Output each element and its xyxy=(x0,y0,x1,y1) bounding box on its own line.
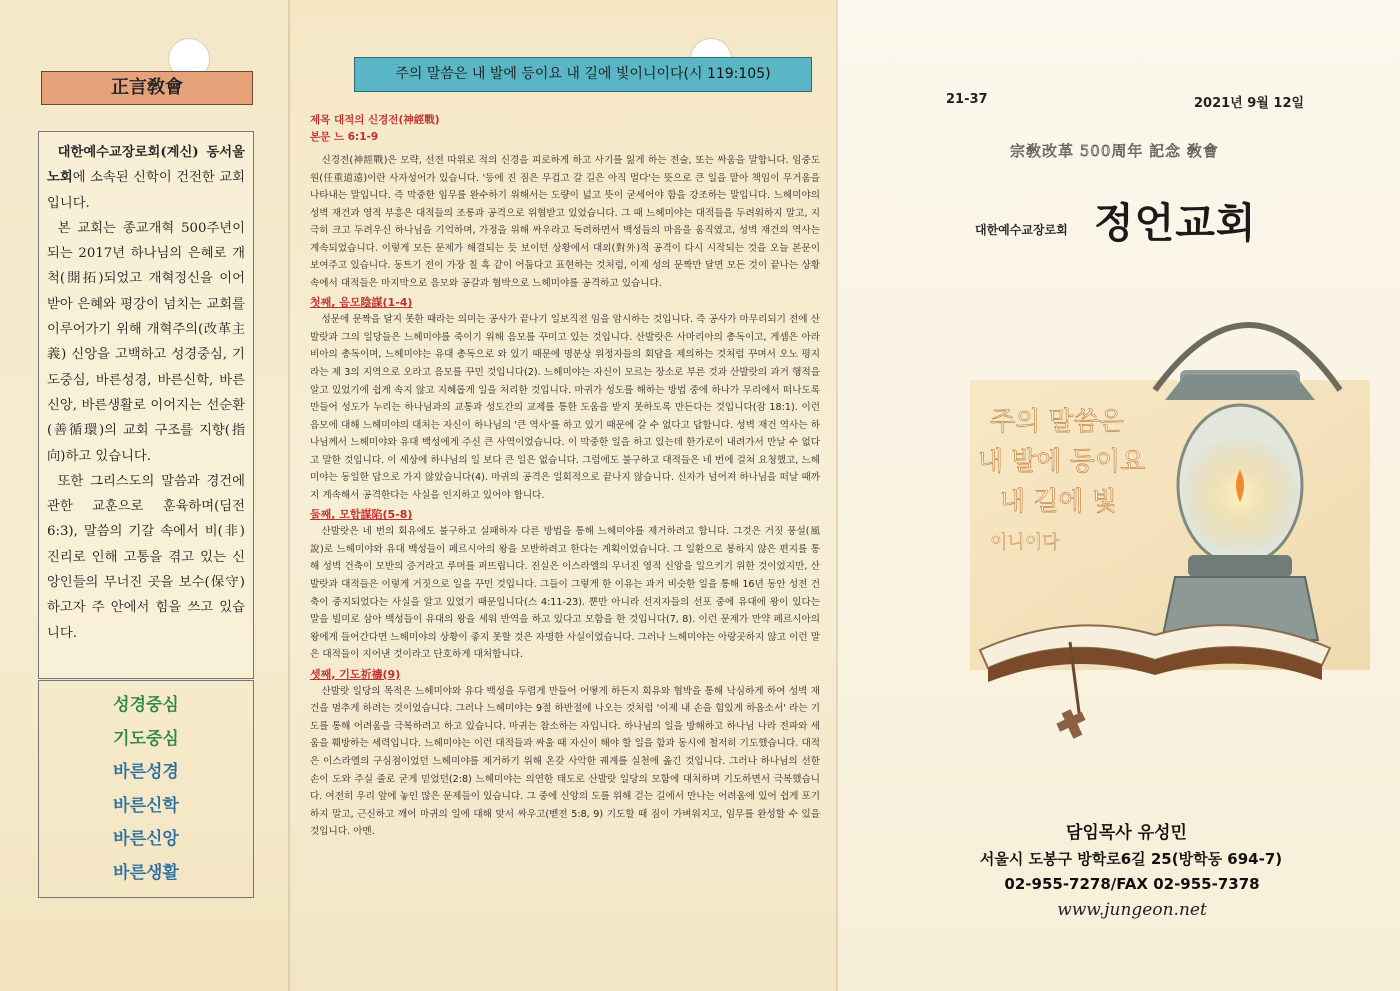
core-value: 바른신학 xyxy=(113,795,179,816)
intro-lead-rest: 에 소속된 신학이 건전한 교회입니다. xyxy=(47,170,245,211)
sermon-intro: 신경전(神經戰)은 모략, 선전 따위로 적의 신경을 피로하게 하고 사기를 잃게 하는 전술, 또는 싸움을 말합니다. 임중도원(任重道遠)이란 사자성어가 있습니다. '등에 진 짐은 무겁고 갈 길은 아직 멀다'는 뜻으로 큰 일을 맡아 책임이 무거움을 나타내는 말입니다. 즉 막중한 임무를 완수하기 위해서는 도량이 넓고 뜻이 굳세어야 함을 강조하는 말입니다. 느헤미야의 성벽 재건과 영적 부흥은 대적들의 조롱과 공격으로 위협받고 있었습니다. 그 때 느헤미야는 대적들을 두려워하지 말고, 지극히 크고 두려우신 하나님을 기억하며, 가정을 위해 싸우라고 독려하면서 백성들의 마음을 움직였고, 성벽 재건의 역사는 계속되었습니다. 이렇게 모든 문제가 해결되는 듯 보이던 상황에서 대외(對外)적 공격이 다시 시작되는 것을 오늘 본문이 보여주고 있습니다. 동트기 전이 가장 칠 흑 같이 어둡다고 표현하는 것처럼, 이제 성의 문짝만 달면 모든 것이 끝나는 상황 속에서 대적들은 마지막으로 음모와 공갈과 협박으로 느헤미야를 공격하고 있습니다. xyxy=(310,155,820,289)
lantern-collar xyxy=(1188,555,1292,577)
verse-banner: 주의 말씀은 내 발에 등이요 내 길에 빛이니이다(시 119:105) xyxy=(354,57,812,92)
sermon xyxy=(310,112,820,841)
core-value: 성경중심 xyxy=(113,695,179,715)
core-value: 바른성경 xyxy=(113,762,179,782)
intro-paragraph: 본 교회는 종교개혁 500주년이 되는 2017년 하나님의 은혜로 개척(開拓)되었고 개혁정신을 이어받아 은혜와 평강이 넘치는 교회를 이루어가기 위해 개혁주의(改革主義) 신앙을 고백하고 성경중심, 기도중심, 바른성경, 바른신학, 바른신앙, 바른생활로 이어지는 선순환(善循環)의 교회 구조를 지향(指向)하고 있습니다. xyxy=(47,220,245,464)
fold-line xyxy=(288,0,290,991)
section-heading: 둘째, 모함謀陷(5-8) xyxy=(310,508,413,522)
issue-number: 21-37 xyxy=(946,92,988,107)
art-verse-line: 주의 말씀은 xyxy=(990,407,1124,437)
core-value: 바른생활 xyxy=(113,862,179,883)
core-values-box xyxy=(38,680,254,898)
fold-line xyxy=(836,0,838,991)
sermon-title: 제목 대적의 신경전(神經戰) xyxy=(310,114,440,126)
church-address: 서울시 도봉구 방학로6길 25(방학동 694-7) xyxy=(979,850,1283,868)
church-intro-box xyxy=(38,131,254,679)
phone-fax: 02-955-7278/FAX 02-955-7378 xyxy=(1004,875,1260,893)
reform-anniversary-banner: 宗敎改革 500周年 記念 敎會 xyxy=(1010,142,1219,160)
art-verse-line: 이니이다 xyxy=(990,532,1060,553)
website-link[interactable]: www.jungeon.net xyxy=(1057,900,1207,920)
section-body: 성문에 문짝을 달지 못한 때라는 의미는 공사가 끝나기 일보직전 임을 암시하는 것입니다. 즉 공사가 마무리되기 전에 산발랏과 그의 일당들은 느헤미야를 죽이기 위해 음모를 꾸미고 있는 것입니다. 산발랏은 사마리아의 총독이고, 게셈은 아라비아의 총독이며, 느헤미야는 유대 총독으로 와 있기 때문에 명분상 위정자들의 회담을 제의하는 것처럼 꾸며서 오노 평지라는 제 3의 지역으로 오라고 음모를 꾸민 것입니다(2). 느헤미야는 자신이 모르는 장소로 부른 것과 산발랏의 과거 행적을 알고 있었기에 쉽게 속지 않고 지혜롭게 일을 처리한 것입니다. 마귀가 성도를 해하는 방법 중에 하나가 무리에서 떠나도록 만들어 성도가 누리는 하나님과의 교통과 성도간의 교제를 통한 도움을 받지 못하도록 만든다는 것입니다(잠 18:1). 이런 음모에 대해 느헤미야의 대처는 자신이 하나님의 '큰 역사'를 하고 있기 때문에 갈 수 없다고 답합니다. 성벽 재건 역사는 하나님께서 느헤미야와 유대 백성에게 주신 큰 사역이었습니다. 이 막중한 일을 하고 있는데 한가로이 내려가서 만날 수 없다고 말한 것입니다. 이 세상에 하나님의 일 보다 큰 일은 없습니다. 그럼에도 불구하고 대적들은 네 번에 걸쳐 요청했고, 느헤미야는 동일한 답으로 가지 않았습니다(4). 마귀의 공격은 일회적으로 끝나지 않습니다. 신자가 넘어져 하나님을 떠날 때까지 계속해서 공격한다는 사실을 인지하고 있어야 합니다. xyxy=(310,314,820,501)
denomination: 대한예수교장로회 xyxy=(975,223,1068,237)
art-verse-line: 내 발에 등이요 xyxy=(978,447,1146,477)
intro-paragraph xyxy=(47,140,245,216)
sermon-passage: 본문 느 6:1-9 xyxy=(310,131,379,143)
intro-lead: 대한예수교장로회(계신) 동서울 노회 xyxy=(47,145,245,186)
issue-date: 2021년 9월 12일 xyxy=(1194,96,1305,111)
art-verse-line: 내 길에 빛 xyxy=(1000,487,1117,517)
church-label: 正言敎會 xyxy=(41,71,253,105)
church-name: 정언교회 xyxy=(1094,199,1257,247)
section-body: 산발랏 일당의 목적은 느헤미야와 유다 백성을 두렵게 만들어 어떻게 하든지 회유와 협박을 통해 낙심하게 하여 성벽 재건을 멈추게 하려는 것이었습니다. 그러나 느헤미야는 9절 하반절에 나오는 것처럼 '이제 내 손을 힘있게 하옵소서' 라는 기도를 통해 어려움을 극복하려고 하고 있습니다. 마귀는 참소하는 자입니다. 하나님의 일을 방해하고 하나님 나라 전파와 세움을 훼방하는 세력입니다. 느헤미야는 이런 대적들과 싸울 때 자신이 해야 할 일을 함과 동시에 철저히 기도했습니다. 대적은 이스라엘의 구심점이었던 느헤미야를 제거하기 위해 온갖 사악한 궤계를 실천에 옮긴 것입니다. 그러나 하나님의 선한 손이 도와 주실 줄로 굳게 믿었던(2:8) 느헤미야는 의연한 태도로 산발랏 일당의 모함에 대처하며 기도하면서 극복했습니다. 여전히 우리 앞에 놓인 많은 문제들이 있습니다. 그 중에 신앙의 도를 위해 걷는 길에서 만나는 어려움에 있어 쉽게 포기하지 말고, 근신하고 깨어 마귀의 일에 대해 맞서 싸우고(벧전 5:8, 9) 기도할 때 짐이 가벼워지고, 임무를 완성할 수 있을 것입니다. 아멘. xyxy=(310,685,820,838)
section-heading: 첫째, 음모陰謀(1-4) xyxy=(310,296,413,310)
core-value: 기도중심 xyxy=(113,728,179,749)
section-body: 산발랏은 네 번의 회유에도 불구하고 실패하자 다른 방법을 통해 느헤미야를 제거하려고 합니다. 그것은 거짓 풍설(風說)로 느헤미야와 유대 백성들이 페르시아의 왕을 모반하려고 한다는 계획이었습니다. 그 일환으로 봉하지 않은 편지를 통해 성벽 건축이 모반의 증거라고 루머를 퍼뜨립니다. 진실은 이스라엘의 무너진 영적 신앙을 일으키기 위한 것이었지만, 산발랏과 대적들은 이렇게 거짓으로 일을 꾸민 것입니다. 그들이 그렇게 한 이유는 과거 비슷한 일을 통해 16년 동안 성전 건축이 중지되었다는 사실을 알고 있었기 때문입니다(스 4:11-23). 뿐만 아니라 선지자들의 선포 중에 유대에 왕이 있다는 말을 빌미로 삼아 백성들이 유대의 왕을 세워 반역을 하고 있다고 모함을 한 것입니다(7, 8). 이런 문제가 만약 페르시아의 왕에게 들어간다면 느헤미야의 상황이 좋지 못할 것은 자명한 사실이었습니다. 그러나 느헤미야는 아랑곳하지 않고 이런 말은 대적들이 지어낸 것이라고 단호하게 대처합니다. xyxy=(310,526,820,661)
lamp-and-bible-illustration xyxy=(950,270,1370,740)
intro-paragraph: 또한 그리스도의 말씀과 경건에 관한 교훈으로 훈육하며(딤전 6:3), 말씀의 기갈 속에서 비(非) 진리로 인해 고통을 겪고 있는 신앙인들의 무너진 곳을 보수(保守)하고자 주 안에서 힘을 쓰고 있습니다. xyxy=(47,473,245,641)
core-value: 바른신앙 xyxy=(113,829,179,849)
section-heading: 셋째, 기도祈禱(9) xyxy=(310,667,401,681)
pastor-name: 담임목사 유성민 xyxy=(1066,823,1187,843)
lantern-cap xyxy=(1165,375,1315,400)
